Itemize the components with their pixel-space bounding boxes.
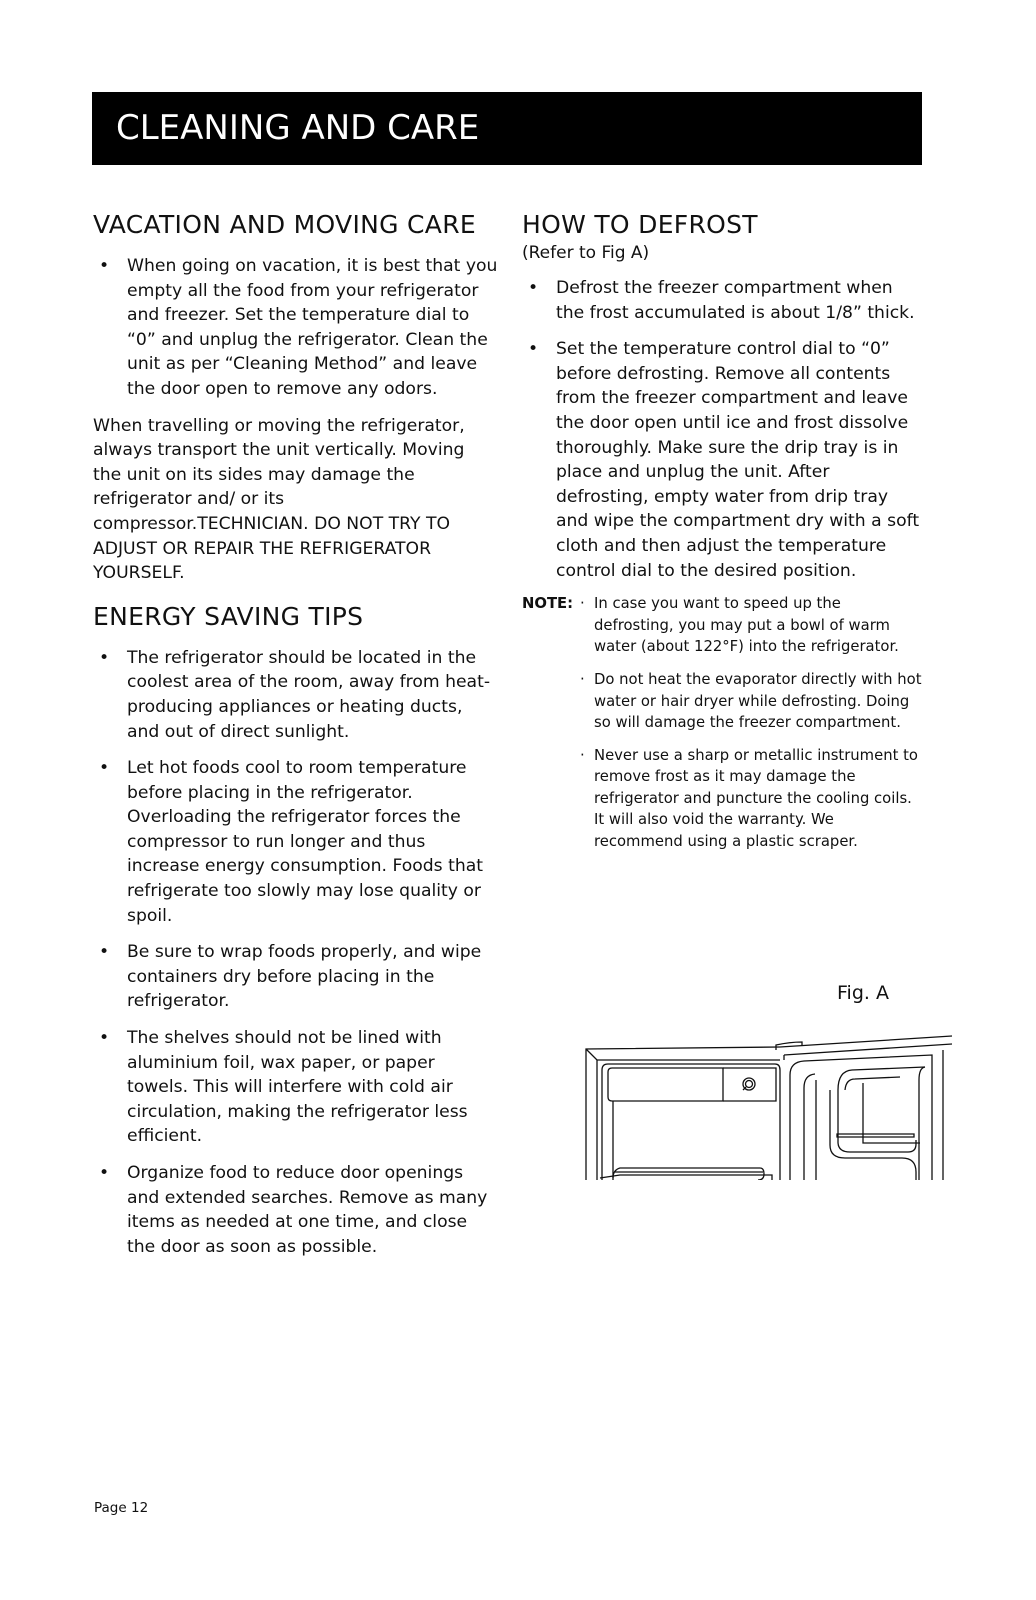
- right-column: [522, 208, 922, 864]
- list-item: • Organize food to reduce door openings and extended searches. Remove as many items as needed at one time, and close the door as soon as possible.: [99, 1163, 488, 1257]
- energy-heading: ENERGY SAVING TIPS: [93, 601, 364, 631]
- list-item: • Defrost the freezer compartment when the frost accumulated is about 1/8” thick.: [528, 278, 915, 323]
- section-banner: [92, 92, 922, 165]
- energy-list: [93, 646, 498, 1260]
- middot-icon: ·: [580, 670, 585, 688]
- bullet-icon: •: [99, 647, 110, 668]
- list-item: • Be sure to wrap foods properly, and wipe containers dry before placing in the refrigerator.: [99, 942, 482, 1012]
- bullet-icon: •: [528, 339, 539, 360]
- bullet-icon: •: [99, 1163, 110, 1183]
- left-column: [93, 208, 498, 1259]
- list-item: • Let hot foods cool to room temperature before placing in the refrigerator. Overloading the refrigerator forces the compressor to run longer and thus increase energy consumption. Foods that refrigerate too slowly may lose quality or spoil.: [99, 758, 484, 926]
- page-number: Page 12: [94, 1500, 149, 1516]
- bullet-icon: •: [99, 1028, 110, 1049]
- middot-icon: ·: [580, 746, 585, 764]
- vacation-list: [93, 254, 498, 402]
- vacation-heading: VACATION AND MOVING CARE: [93, 210, 476, 239]
- bullet-icon: •: [99, 942, 110, 963]
- defrost-list: [522, 276, 922, 583]
- middot-icon: ·: [580, 595, 585, 613]
- list-item: • The shelves should not be lined with aluminium foil, wax paper, or paper towels. This will interfere with cold air circulation, making the refrigerator less efficient.: [99, 1028, 468, 1147]
- bullet-icon: •: [99, 758, 110, 779]
- note-item: · Never use a sharp or metallic instrument to remove frost as it may damage the refrigerator and puncture the cooling coils. It will also void the warranty. We recommend using a plastic scraper.: [580, 746, 918, 851]
- bullet-icon: •: [99, 256, 110, 276]
- note-item: · In case you want to speed up the defrosting, you may put a bowl of warm water (about 122°F) into the refrigerator.: [580, 595, 899, 656]
- list-item: • The refrigerator should be located in the coolest area of the room, away from heat-producing appliances or heating ducts, and out of direct sunlight.: [99, 647, 491, 742]
- bullet-icon: •: [528, 278, 539, 298]
- moving-paragraph: When travelling or moving the refrigerator, always transport the unit vertically. Moving the unit on its sides may damage the refrigerator and/ or its compressor.TECHNICIAN. DO NOT TRY TO ADJUST OR REPAIR THE REFRIGERATOR YOURSELF.: [93, 415, 465, 584]
- refrigerator-illustration: [580, 1030, 952, 1180]
- section-title: CLEANING AND CARE: [116, 108, 480, 148]
- list-item: • When going on vacation, it is best that you empty all the food from your refrigerator and freezer. Set the temperature dial to “0” and unplug the refrigerator. Clean the unit as per “Cleaning Method” and leave the door open to remove any odors.: [99, 256, 498, 399]
- defrost-heading: HOW TO DEFROST: [522, 210, 758, 239]
- list-item: • Set the temperature control dial to “0” before defrosting. Remove all contents from the freezer compartment and leave the door open until ice and frost dissolve thoroughly. Make sure the drip tray is in place and unplug the unit. After defrosting, empty water from drip tray and wipe the compartment dry with a soft cloth and then adjust the temperature control dial to the desired position.: [528, 339, 920, 581]
- note-item: · Do not heat the evaporator directly with hot water or hair dryer while defrosting. Doing so will damage the freezer compartment.: [580, 670, 922, 732]
- figure-label: Fig. A: [837, 982, 889, 1004]
- note-block: [522, 593, 922, 853]
- defrost-subheading: (Refer to Fig A): [522, 243, 650, 263]
- note-label: NOTE:: [522, 595, 574, 613]
